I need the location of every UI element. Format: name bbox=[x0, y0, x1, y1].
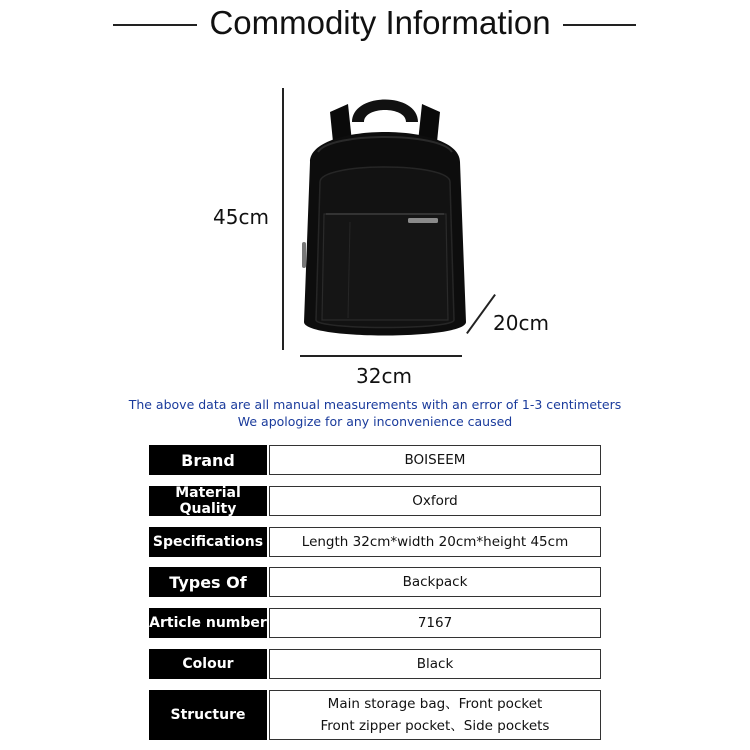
spec-label: Structure bbox=[149, 690, 267, 740]
spec-value-text-line2: Front zipper pocket、Side pockets bbox=[320, 718, 550, 734]
spec-value bbox=[269, 608, 601, 638]
spec-value bbox=[269, 486, 601, 516]
backpack-image bbox=[290, 82, 480, 352]
spec-label: Specifications bbox=[149, 527, 267, 557]
spec-value bbox=[269, 445, 601, 475]
spec-value bbox=[269, 567, 601, 597]
height-label: 45cm bbox=[213, 205, 269, 229]
page-title: Commodity Information bbox=[209, 4, 551, 41]
spec-label: Brand bbox=[149, 445, 267, 475]
spec-value-text: BOISEEM bbox=[404, 452, 466, 468]
width-dimension-line bbox=[300, 355, 462, 357]
spec-value-text: Backpack bbox=[402, 574, 468, 590]
spec-label: Material Quality bbox=[149, 486, 267, 516]
height-dimension-line bbox=[282, 88, 284, 350]
spec-row-colour bbox=[149, 649, 601, 679]
spec-label: Colour bbox=[149, 649, 267, 679]
spec-value bbox=[269, 649, 601, 679]
apology-note: We apologize for any inconvenience caused bbox=[237, 414, 513, 429]
spec-row-structure bbox=[149, 690, 601, 740]
depth-label: 20cm bbox=[493, 311, 549, 335]
spec-row-article-number bbox=[149, 608, 601, 638]
spec-row-brand bbox=[149, 445, 601, 475]
title-rule-left bbox=[113, 24, 197, 26]
title-rule-right bbox=[563, 24, 636, 26]
spec-row-type bbox=[149, 567, 601, 597]
spec-value-text: 7167 bbox=[417, 615, 453, 631]
spec-label: Article number bbox=[149, 608, 267, 638]
spec-value-text-line1: Main storage bag、Front pocket bbox=[327, 696, 543, 712]
spec-value bbox=[269, 690, 601, 740]
spec-value-text: Oxford bbox=[412, 493, 458, 509]
spec-value bbox=[269, 527, 601, 557]
width-label: 32cm bbox=[356, 364, 412, 388]
spec-row-material bbox=[149, 486, 601, 516]
spec-label: Types Of bbox=[149, 567, 267, 597]
spec-row-specifications bbox=[149, 527, 601, 557]
spec-value-text: Length 32cm*width 20cm*height 45cm bbox=[301, 534, 569, 550]
spec-value-text: Black bbox=[416, 656, 454, 672]
page-header bbox=[0, 0, 750, 48]
measurement-note: The above data are all manual measurements with an error of 1-3 centimeters bbox=[128, 397, 622, 412]
